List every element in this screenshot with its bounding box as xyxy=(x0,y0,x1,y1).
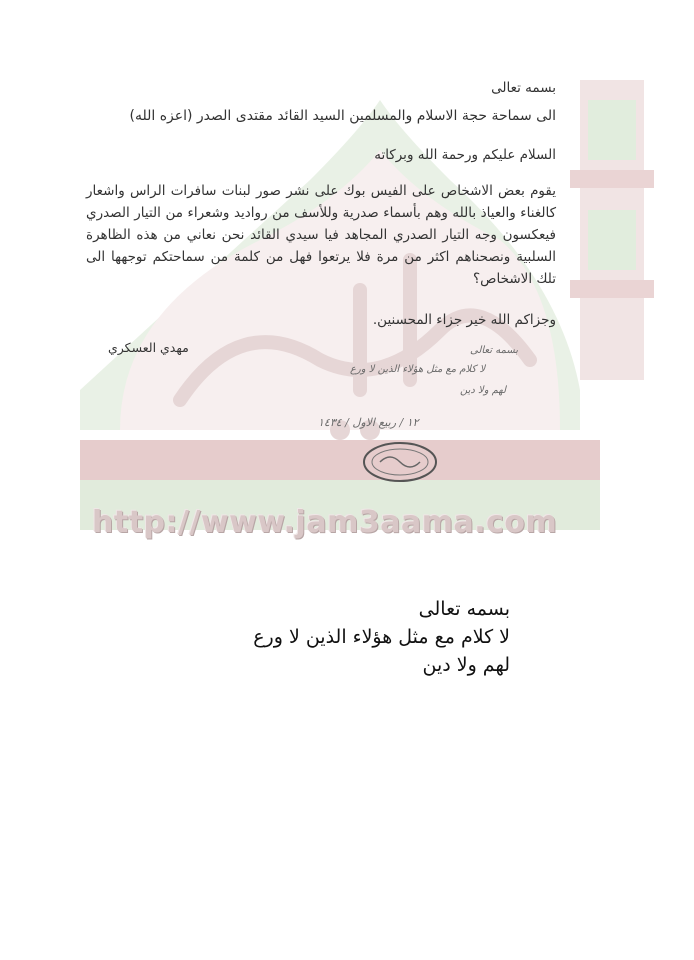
handwritten-line-1: بسمه تعالى xyxy=(470,345,519,356)
letter-closing: وجزاكم الله خير جزاء المحسنين. xyxy=(372,312,556,328)
letter-greeting: السلام عليكم ورحمة الله وبركاته xyxy=(374,147,556,163)
typed-reply-line-3: لهم ولا دين xyxy=(422,654,510,676)
official-seal-stamp xyxy=(360,440,440,484)
handwritten-line-3: لهم ولا دين xyxy=(460,385,507,396)
typed-reply-line-2: لا كلام مع مثل هؤلاء الذين لا ورع xyxy=(253,626,510,648)
typed-reply-line-1: بسمه تعالى xyxy=(418,598,510,620)
letter-basmala: بسمه تعالى xyxy=(491,80,556,96)
letter-body: يقوم بعض الاشخاص على الفيس بوك على نشر صور لبنات سافرات الراس واشعار كالغناء والعياذ بالله وهم بأسماء صدرية وللأسف من رواديد وشعراء من التيار الصدري فيعكسون وجه التيار الصدري المجاهد فيا سيدي القائد نحن نعاني من هذه الظاهرة السلبية ونصحناهم اكثر من مرة فلا يرتعوا فهل من كلمة من سماحتكم توجهها الى تلك الاشخاص؟ xyxy=(86,183,556,287)
letter-sender: مهدي العسكري xyxy=(108,340,189,355)
letter-addressee: الى سماحة حجة الاسلام والمسلمين السيد القائد مقتدى الصدر (اعزه الله) xyxy=(129,108,556,124)
handwritten-date: ١٢ / ربيع الاول / ١٤٣٤ xyxy=(318,416,419,429)
handwritten-line-2: لا كلام مع مثل هؤلاء الذين لا ورع xyxy=(350,364,486,375)
watermark-url: http://www.jam3aama.com xyxy=(92,505,558,540)
minaret-right xyxy=(570,80,654,380)
